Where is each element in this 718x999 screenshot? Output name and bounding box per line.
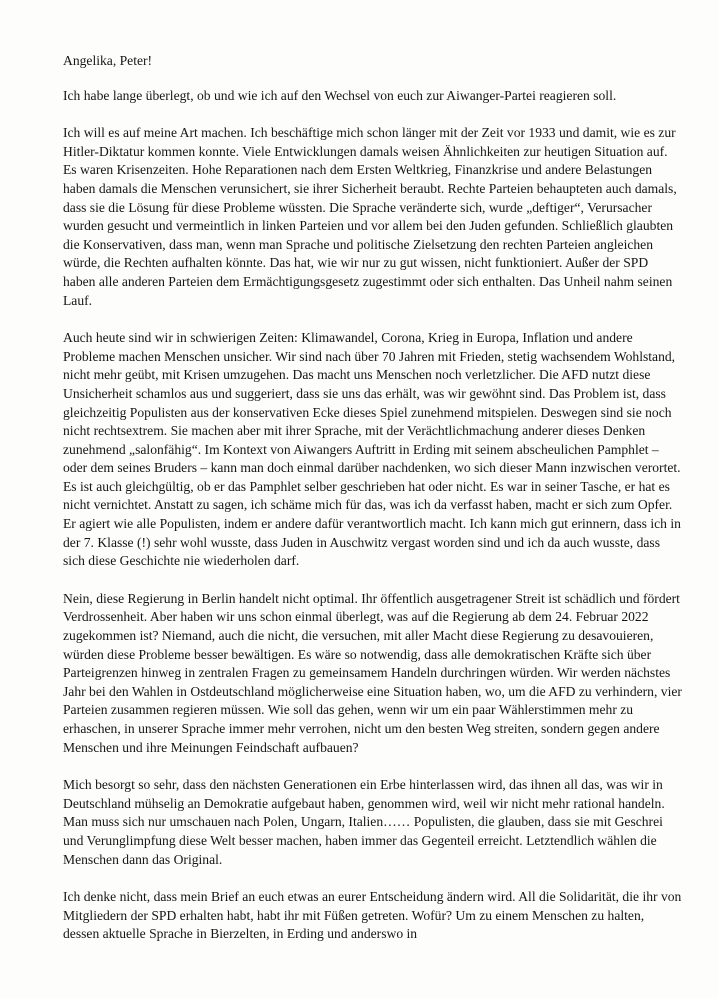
letter-paragraph-4: Nein, diese Regierung in Berlin handelt nicht optimal. Ihr öffentlich ausgetragener Streit ist schädlich und fördert Verdrossenheit. Aber haben wir uns schon einmal überlegt, was auf die Regierung ab dem 24. Februar 2022 zugekommen ist? Niemand, auch die nicht, die versuchen, mit aller Macht diese Regierung zu desavouieren, würden diese Probleme besser bewältigen. Es wäre so notwendig, dass alle demokratischen Kräfte sich über Parteigrenzen hinweg in zentralen Fragen zu gemeinsamem Handeln durchringen würden. Wir werden nächstes Jahr bei den Wahlen in Ostdeutschland möglicherweise eine Situation haben, wo, um die AFD zu verhindern, vier Parteien zusammen regieren müssen. Wie soll das gehen, wenn wir um ein paar Wählerstimmen mehr zu erhaschen, in unserer Sprache immer mehr verrohen, nicht um den besten Weg streiten, sondern gegen andere Menschen und ihre Meinungen Feindschaft aufbauen? [63, 590, 682, 755]
letter-paragraph-6: Ich denke nicht, dass mein Brief an euch etwas an eurer Entscheidung ändern wird. All die Solidarität, die ihr von Mitgliedern der SPD erhalten habt, habt ihr mit Füßen getreten. Wofür? Um zu einem Menschen zu halten, dessen aktuelle Sprache in Bierzelten, in Erding und anderswo in [63, 889, 682, 942]
letter-paragraph-3: Auch heute sind wir in schwierigen Zeiten: Klimawandel, Corona, Krieg in Europa, Inflation und andere Probleme machen Menschen unsicher. Wir sind nach über 70 Jahren mit Frieden, stetig wachsendem Wohlstand, nicht mehr geübt, mit Krisen umzugehen. Das macht uns Menschen noch verletzlicher. Die AFD nutzt diese Unsicherheit schamlos aus und suggeriert, dass sie uns das erhält, was wir gewöhnt sind. Das Problem ist, dass gleichzeitig Populisten aus der konservativen Ecke dieses Spiel zunehmend mitspielen. Deswegen sind sie noch nicht rechtsextrem. Sie machen aber mit ihrer Sprache, mit der Verächtlichmachung anderer dieses Denken zunehmend „salonfähig“. Im Kontext von Aiwangers Auftritt in Erding mit seinem abscheulichen Pamphlet – oder dem seines Bruders – kann man doch einmal darüber nachdenken, wo sich dieser Mann inzwischen verortet. Es ist auch gleichgültig, ob er das Pamphlet selber geschrieben hat oder nicht. Es war in seiner Tasche, er hat es nicht vernichtet. Anstatt zu sagen, ich schäme mich für das, was ich da verfasst haben, macht er sich zum Opfer. Er agiert wie alle Populisten, indem er andere dafür verantwortlich macht. Ich kann mich gut erinnern, dass ich in der 7. Klasse (!) sehr wohl wusste, dass Juden in Auschwitz vergast worden sind und ich da auch wusste, dass sich diese Geschichte nie wiederholen darf. [63, 330, 681, 569]
letter-paragraph-2: Ich will es auf meine Art machen. Ich beschäftige mich schon länger mit der Zeit vor 1933 und damit, wie es zur Hitler-Diktatur kommen konnte. Viele Entwicklungen damals weisen Ähnlichkeiten zur heutigen Situation auf. Es waren Krisenzeiten. Hohe Reparationen nach dem Ersten Weltkrieg, Finanzkrise und andere Belastungen haben damals die Menschen verunsichert, sie ihrer Sicherheit beraubt. Rechte Parteien behaupteten auch damals, dass sie die Lösung für diese Probleme wüssten. Die Sprache veränderte sich, wurde „deftiger“, Verursacher wurden gesucht und vermeintlich in linken Parteien und vor allem bei den Juden gefunden. Schließlich glaubten die Konservativen, dass man, wenn man Sprache und politische Zielsetzung den rechten Parteien angleichen würde, die Rechten aufhalten könnte. Das hat, wie wir nur zu gut wissen, nicht funktioniert. Außer der SPD haben alle anderen Parteien dem Ermächtigungsgesetz zugestimmt oder sich enthalten. Das Unheil nahm seinen Lauf. [63, 125, 677, 308]
letter-greeting: Angelika, Peter! [63, 53, 153, 68]
letter-paragraph-1: Ich habe lange überlegt, ob und wie ich auf den Wechsel von euch zur Aiwanger-Partei reagieren soll. [63, 87, 617, 103]
letter-paragraph-5: Mich besorgt so sehr, dass den nächsten Generationen ein Erbe hinterlassen wird, das ihnen all das, was wir in Deutschland mühselig an Demokratie aufgebaut haben, genommen wird, weil wir nicht mehr rational handeln. Man muss sich nur umschauen nach Polen, Ungarn, Italien…… Populisten, die glauben, dass sie mit Geschrei und Verunglimpfung diese Welt besser machen, haben immer das Gegenteil erreicht. Letztendlich wählen die Menschen dann das Original. [63, 777, 665, 867]
